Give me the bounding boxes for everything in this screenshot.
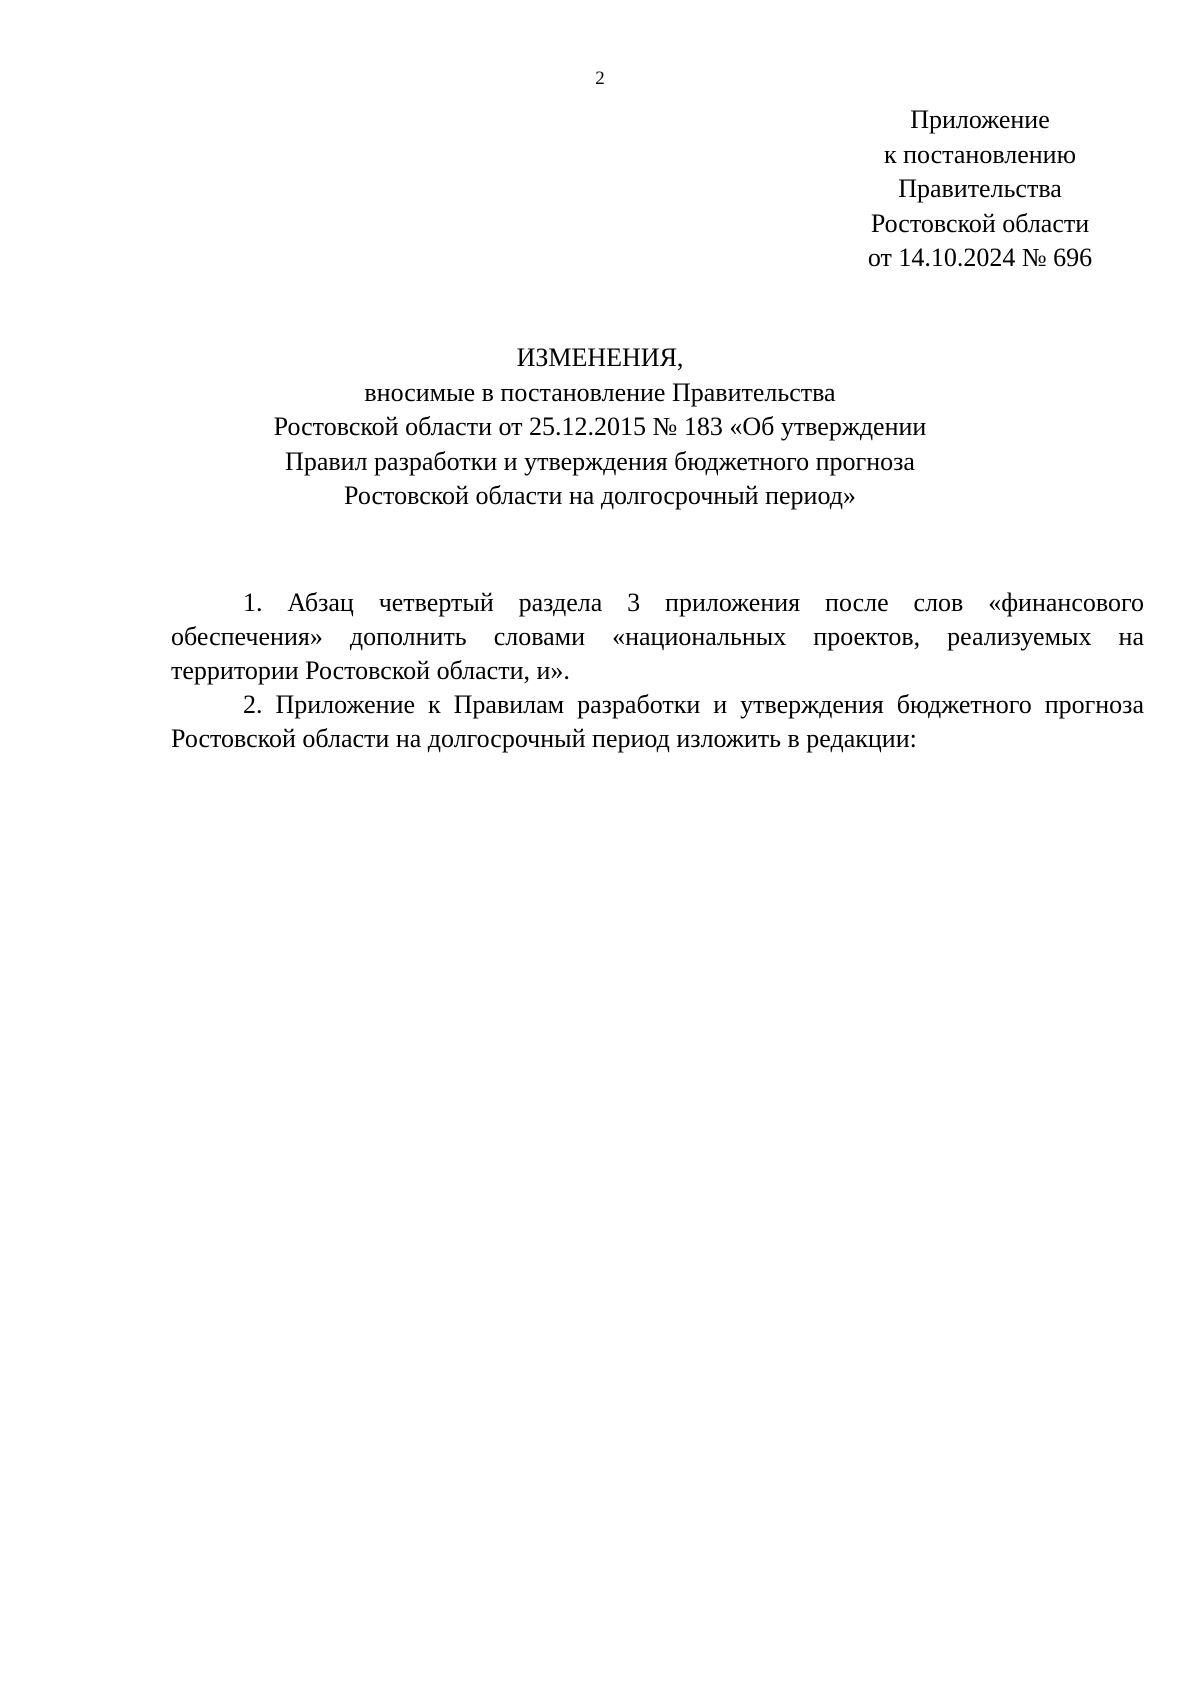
title-line: Ростовской области от 25.12.2015 № 183 «Об утверждении <box>273 412 927 441</box>
document-body <box>171 586 1144 756</box>
appendix-line: Приложение <box>910 105 1050 134</box>
appendix-line: к постановлению <box>883 139 1077 169</box>
appendix-line: Ростовской области <box>870 208 1090 238</box>
title-line: Правил разработки и утверждения бюджетного прогноза <box>285 446 915 476</box>
page-number: 2 <box>595 68 605 89</box>
title-line: вносимые в постановление Правительства <box>364 377 836 407</box>
body-paragraph-1: 1. Абзац четвертый раздела 3 приложения после слов «финансового обеспечения» дополнить словами «национальных проектов, реализуемых на территории Ростовской области, и». <box>171 588 1144 685</box>
appendix-date-number: от 14.10.2024 № 696 <box>867 243 1093 272</box>
body-paragraph-2: 2. Приложение к Правилам разработки и утверждения бюджетного прогноза Ростовской области на долгосрочный период изложить в редакции: <box>171 690 1144 753</box>
appendix-header <box>820 103 1140 276</box>
document-title <box>150 341 1050 514</box>
title-line: Ростовской области на долгосрочный период» <box>344 481 856 510</box>
title-heading: ИЗМЕНЕНИЯ, <box>516 343 684 372</box>
appendix-line: Правительства <box>898 174 1062 203</box>
